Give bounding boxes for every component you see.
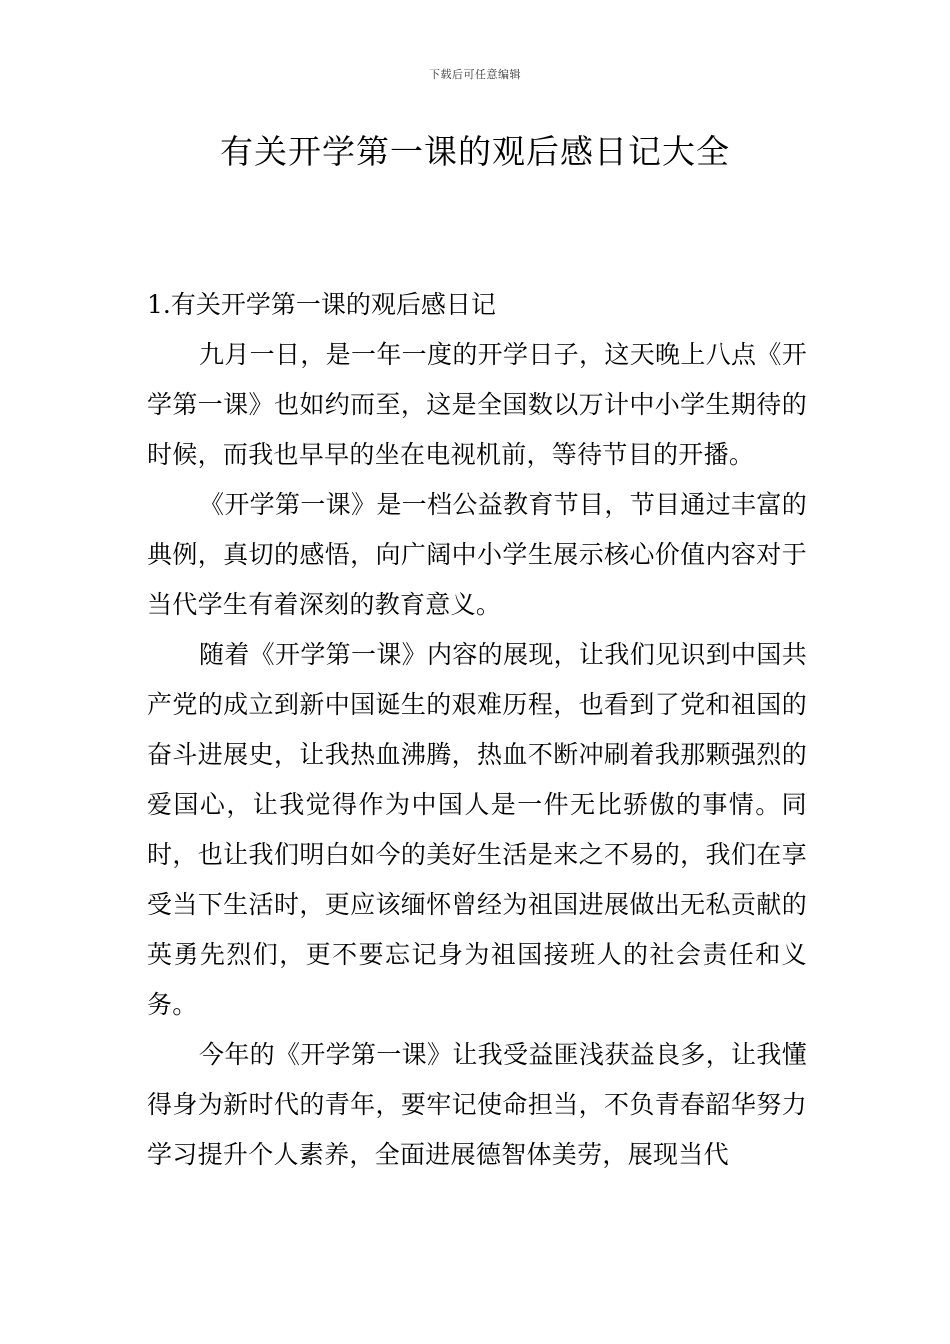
document-title: 有关开学第一课的观后感日记大全 [220,132,730,171]
section-heading: 1.有关开学第一课的观后感日记 [147,290,496,319]
header-note: 下载后可任意编辑 [429,68,521,81]
document-body [147,280,807,1180]
paragraph-2: 《开学第一课》是一档公益教育节目，节目通过丰富的典例，真切的感悟，向广阔中小学生展示核心价值内容对于当代学生有着深刻的教育意义。 [147,490,807,619]
paragraph-4: 今年的《开学第一课》让我受益匪浅获益良多，让我懂得身为新时代的青年，要牢记使命担当，不负青春韶华努力学习提升个人素养，全面进展德智体美劳，展现当代 [147,1040,807,1169]
paragraph-3: 随着《开学第一课》内容的展现，让我们见识到中国共产党的成立到新中国诞生的艰难历程，也看到了党和祖国的奋斗进展史，让我热血沸腾，热血不断冲刷着我那颗强烈的爱国心，让我觉得作为中国人是一件无比骄傲的事情。同时，也让我们明白如今的美好生活是来之不易的，我们在享受当下生活时，更应该缅怀曾经为祖国进展做出无私贡献的英勇先烈们，更不要忘记身为祖国接班人的社会责任和义务。 [147,640,807,1019]
paragraph-1: 九月一日，是一年一度的开学日子，这天晚上八点《开学第一课》也如约而至，这是全国数以万计中小学生期待的时候，而我也早早的坐在电视机前，等待节目的开播。 [147,340,807,469]
